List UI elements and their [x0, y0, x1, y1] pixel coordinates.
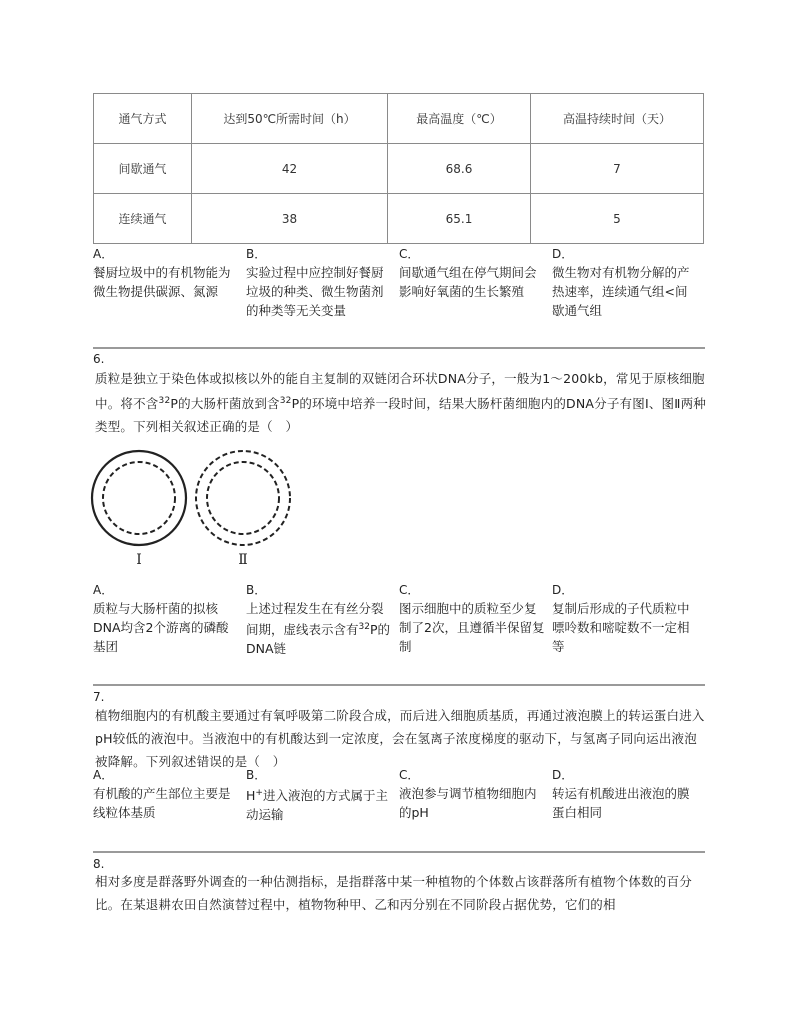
table-header-cell: 通气方式 — [94, 94, 192, 144]
superscript: 32 — [358, 622, 370, 632]
question-stem: 相对多度是群落野外调查的一种估测指标，是指群落中某一种植物的个体数占该群落所有植物个体数的百分比。在某退耕农田自然演替过程中，植物物种甲、乙和丙分别在不同阶段占据优势，它们的相 — [95, 874, 692, 912]
plasmid-diagram-2 — [196, 451, 290, 545]
option-d[interactable] — [552, 767, 705, 824]
question-number: 6. — [93, 352, 105, 366]
option-text: 上述过程发生在有丝分裂间期，虚线表示含有 — [246, 601, 384, 638]
stem-text: 质粒是独立于染色体或拟核以外的能自主复制的双链闭合环状DNA分子，一般为1～200kb，常见于原核细胞中。将不含 — [95, 371, 705, 412]
plasmid-diagram-1 — [92, 451, 186, 545]
option-text: 图示细胞中的质粒至少复制了2次，且遵循半保留复制 — [399, 601, 545, 654]
table-cell: 间歇通气 — [94, 144, 192, 194]
question-stem — [95, 367, 707, 438]
superscript: 32 — [158, 396, 171, 406]
option-b[interactable] — [246, 582, 399, 658]
data-table — [93, 93, 704, 244]
table-header-cell: 最高温度（℃） — [388, 94, 531, 144]
option-b[interactable] — [246, 246, 399, 320]
figure-label-2: Ⅱ — [238, 552, 248, 568]
option-b[interactable] — [246, 767, 399, 824]
option-d[interactable] — [552, 246, 705, 320]
plasmid-figure — [90, 448, 310, 570]
figure-label-1: Ⅰ — [136, 552, 142, 568]
q7-options — [93, 767, 705, 824]
option-text: 餐厨垃圾中的有机物能为微生物提供碳源、氮源 — [93, 265, 231, 299]
option-a[interactable] — [93, 767, 246, 824]
option-text: 转运有机酸进出液泡的膜蛋白相同 — [552, 786, 690, 820]
option-text: H — [246, 788, 256, 804]
superscript: 32 — [279, 396, 292, 406]
option-text: 微生物对有机物分解的产热速率，连续通气组<间歇通气组 — [552, 265, 690, 318]
option-a[interactable] — [93, 582, 246, 658]
option-letter: B． — [246, 247, 267, 261]
option-text: 实验过程中应控制好餐厨垃圾的种类、微生物菌剂的种类等无关变量 — [246, 265, 384, 318]
table-row — [94, 144, 704, 194]
table-cell: 5 — [531, 194, 704, 244]
question-number: 8. — [93, 857, 105, 871]
table-cell: 42 — [192, 144, 388, 194]
table-cell: 68.6 — [388, 144, 531, 194]
table-header-cell: 达到50℃所需时间（h） — [192, 94, 388, 144]
question-stem: 植物细胞内的有机酸主要通过有氧呼吸第二阶段合成，而后进入细胞质基质，再通过液泡膜上的转运蛋白进入pH较低的液泡中。当液泡中的有机酸达到一定浓度，会在氢离子浓度梯度的驱动下，与氢离子同向运出液泡被降解。下列叙述错误的是（ ） — [95, 708, 705, 769]
option-d[interactable] — [552, 582, 705, 658]
q6-options — [93, 582, 705, 658]
option-letter: D． — [552, 247, 574, 261]
table-cell: 7 — [531, 144, 704, 194]
option-letter: B． — [246, 768, 267, 782]
option-text: 质粒与大肠杆菌的拟核DNA均含2个游离的磷酸基团 — [93, 601, 229, 654]
option-letter: A． — [93, 583, 114, 597]
option-letter: A． — [93, 768, 114, 782]
option-letter: C． — [399, 768, 420, 782]
option-letter: D． — [552, 768, 574, 782]
option-letter: D． — [552, 583, 574, 597]
option-letter: B． — [246, 583, 267, 597]
option-text: 进入液泡的方式属于主动运输 — [246, 788, 388, 823]
stem-text: P的环境中培养一段时间，结果大肠杆菌细胞内的DNA分子有图Ⅰ、图Ⅱ两种类型。下列相关叙述正确的是（ ） — [95, 396, 706, 435]
stem-text: P的大肠杆菌放到含 — [170, 396, 280, 412]
question-divider — [93, 851, 705, 853]
table-cell: 65.1 — [388, 194, 531, 244]
superscript: + — [255, 788, 263, 798]
option-text: P的DNA链 — [246, 622, 391, 657]
table-cell: 38 — [192, 194, 388, 244]
option-c[interactable] — [399, 246, 552, 320]
table-row — [94, 194, 704, 244]
question-number: 7. — [93, 690, 105, 704]
option-text: 有机酸的产生部位主要是线粒体基质 — [93, 786, 231, 820]
q5-options — [93, 246, 705, 320]
option-c[interactable] — [399, 582, 552, 658]
table-header-row — [94, 94, 704, 144]
option-letter: C． — [399, 247, 420, 261]
option-letter: A． — [93, 247, 114, 261]
table-cell: 连续通气 — [94, 194, 192, 244]
question-divider — [93, 684, 705, 686]
table-header-cell: 高温持续时间（天） — [531, 94, 704, 144]
option-c[interactable] — [399, 767, 552, 824]
option-text: 液泡参与调节植物细胞内的pH — [399, 786, 537, 820]
option-text: 复制后形成的子代质粒中嘌呤数和嘧啶数不一定相等 — [552, 601, 690, 654]
question-divider — [93, 347, 705, 349]
option-text: 间歇通气组在停气期间会影响好氧菌的生长繁殖 — [399, 265, 537, 299]
option-a[interactable] — [93, 246, 246, 320]
option-letter: C． — [399, 583, 420, 597]
